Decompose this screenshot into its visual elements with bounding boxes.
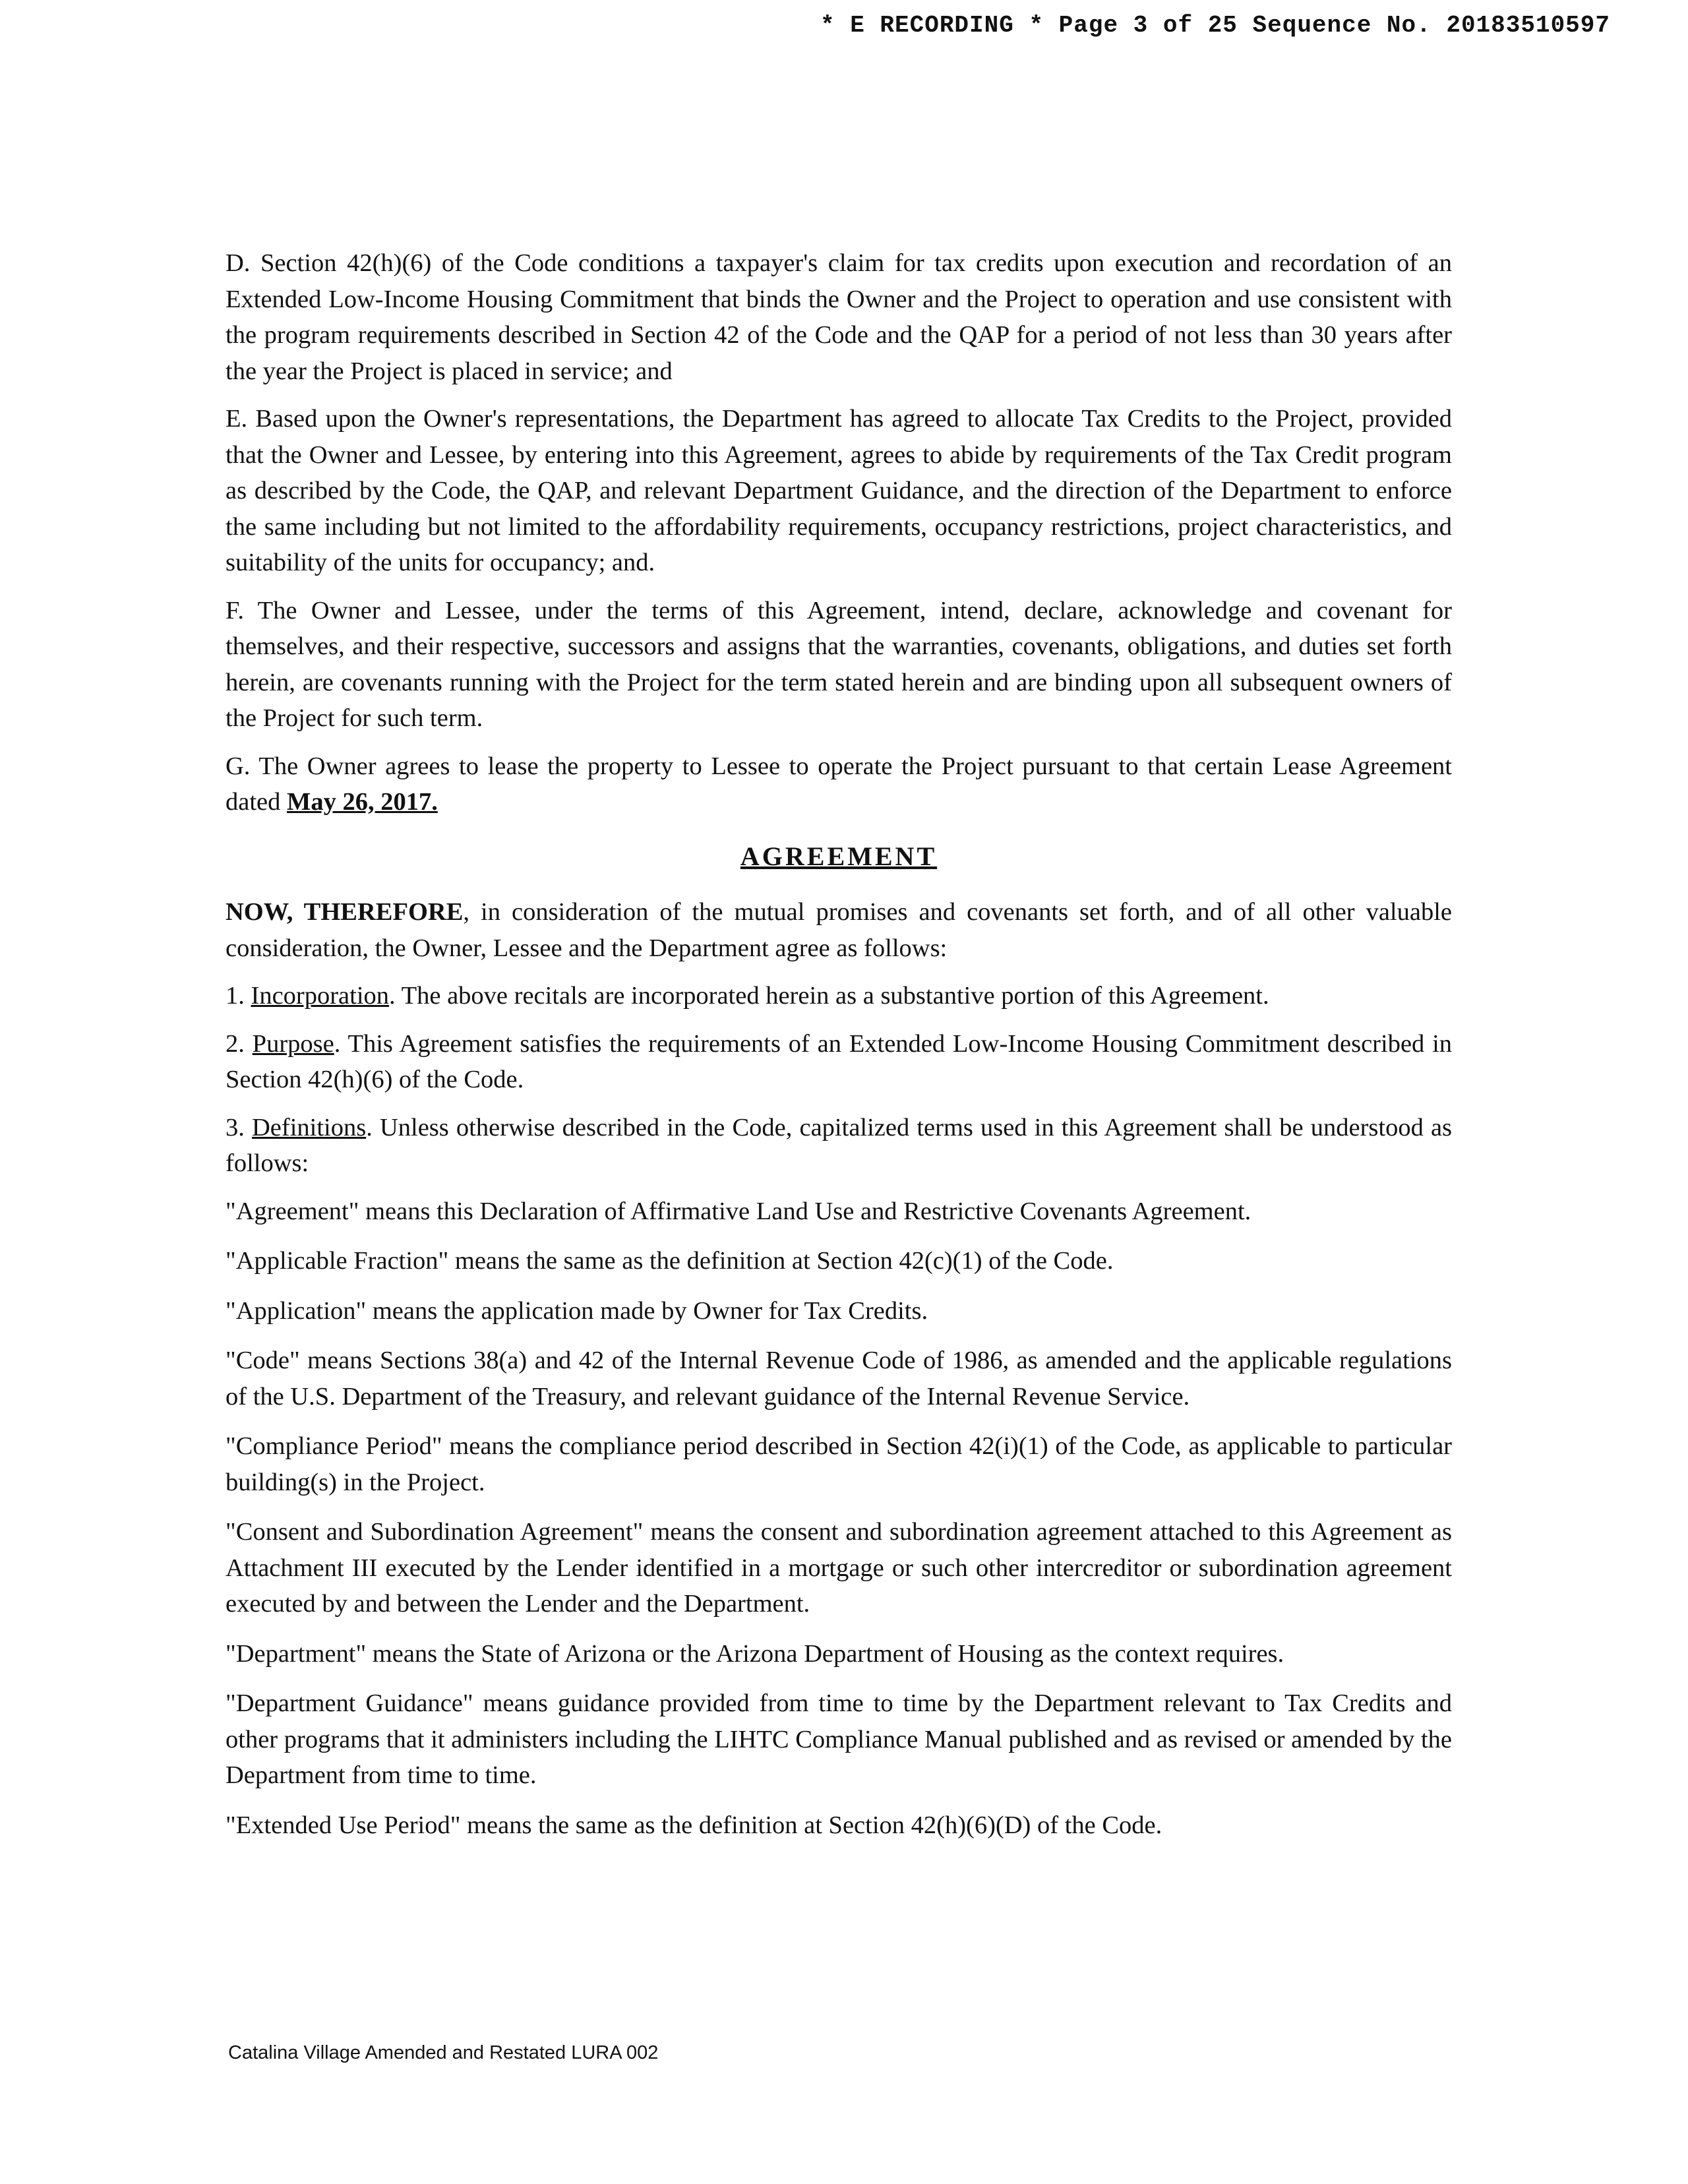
agreement-heading: AGREEMENT	[740, 841, 938, 871]
recital-f: F. The Owner and Lessee, under the terms of this Agreement, intend, declare, acknowledge and covenant for themselves, and their respective, successors and assigns that the warranties, covenants, obligations, and duties set forth herein, are covenants running with the Project for the term stated herein and are binding upon all subsequent owners of the Project for such term.	[226, 596, 1452, 732]
recording-header: * E RECORDING * Page 3 of 25 Sequence No. 20183510597	[820, 12, 1610, 39]
section-title: Incorporation	[251, 982, 390, 1010]
definition-department-guidance: "Department Guidance" means guidance provided from time to time by the Department relevant to Tax Credits and other programs that it administers including the LIHTC Compliance Manual published and as revised or amended by the Department from time to time.	[226, 1689, 1452, 1789]
recital-e: E. Based upon the Owner's representations, the Department has agreed to allocate Tax Credits to the Project, provided that the Owner and Lessee, by entering into this Agreement, agrees to abide by requirements of the Tax Credit program as described by the Code, the QAP, and relevant Department Guidance, and the direction of the Department to enforce the same including but not limited to the affordability requirements, occupancy restrictions, project characteristics, and suitability of the units for occupancy; and.	[226, 405, 1452, 576]
lease-date: May 26, 2017.	[287, 788, 438, 816]
intro-bold: NOW, THEREFORE	[226, 898, 464, 926]
section-text: . The above recitals are incorporated herein as a substantive portion of this Agreement.	[389, 982, 1269, 1010]
section-purpose	[226, 1026, 1452, 1098]
section-title: Definitions	[252, 1113, 367, 1141]
recital-d: D. Section 42(h)(6) of the Code conditions a taxpayer's claim for tax credits upon execution and recordation of an Extended Low-Income Housing Commitment that binds the Owner and the Project to operation and use consistent with the program requirements described in Section 42 of the Code and the QAP for a period of not less than 30 years after the year the Project is placed in service; and	[226, 249, 1452, 385]
agreement-intro	[226, 894, 1452, 966]
section-number: 3.	[226, 1113, 252, 1141]
recital-g	[226, 748, 1452, 820]
intro-rest: , in consideration of the mutual promises and covenants set forth, and of all other valuable consideration, the Owner, Lessee and the Department agree as follows:	[226, 898, 1452, 962]
definition-code: "Code" means Sections 38(a) and 42 of the Internal Revenue Code of 1986, as amended and the applicable regulations of the U.S. Department of the Treasury, and relevant guidance of the Internal Revenue Service.	[226, 1347, 1452, 1410]
section-number: 2.	[226, 1029, 253, 1058]
definition-compliance-period: "Compliance Period" means the compliance period described in Section 42(i)(1) of the Code, as applicable to particular building(s) in the Project.	[226, 1432, 1452, 1496]
definition-agreement: "Agreement" means this Declaration of Affirmative Land Use and Restrictive Covenants Agreement.	[226, 1197, 1251, 1225]
document-footer: Catalina Village Amended and Restated LURA 002	[228, 2042, 659, 2063]
section-number: 1.	[226, 982, 251, 1010]
section-title: Purpose	[252, 1029, 334, 1058]
document-body	[226, 245, 1452, 1857]
definition-applicable-fraction: "Applicable Fraction" means the same as the definition at Section 42(c)(1) of the Code.	[226, 1247, 1114, 1275]
section-text: . Unless otherwise described in the Code, capitalized terms used in this Agreement shall be understood as follows:	[226, 1113, 1453, 1177]
definition-consent-subordination: "Consent and Subordination Agreement" means the consent and subordination agreement attached to this Agreement as Attachment III executed by the Lender identified in a mortgage or such other intercreditor or subordination agreement executed by and between the Lender and the Department.	[226, 1518, 1452, 1618]
section-incorporation	[226, 978, 1452, 1014]
recital-g-text: G. The Owner agrees to lease the property to Lessee to operate the Project pursuant to that certain Lease Agreement dated	[226, 752, 1452, 816]
definition-department: "Department" means the State of Arizona or the Arizona Department of Housing as the context requires.	[226, 1639, 1284, 1668]
definition-application: "Application" means the application made by Owner for Tax Credits.	[226, 1296, 928, 1325]
section-text: . This Agreement satisfies the requirements of an Extended Low-Income Housing Commitment described in Section 42(h)(6) of the Code.	[226, 1029, 1453, 1093]
section-definitions	[226, 1110, 1452, 1182]
definition-extended-use-period: "Extended Use Period" means the same as the definition at Section 42(h)(6)(D) of the Code.	[226, 1811, 1162, 1839]
